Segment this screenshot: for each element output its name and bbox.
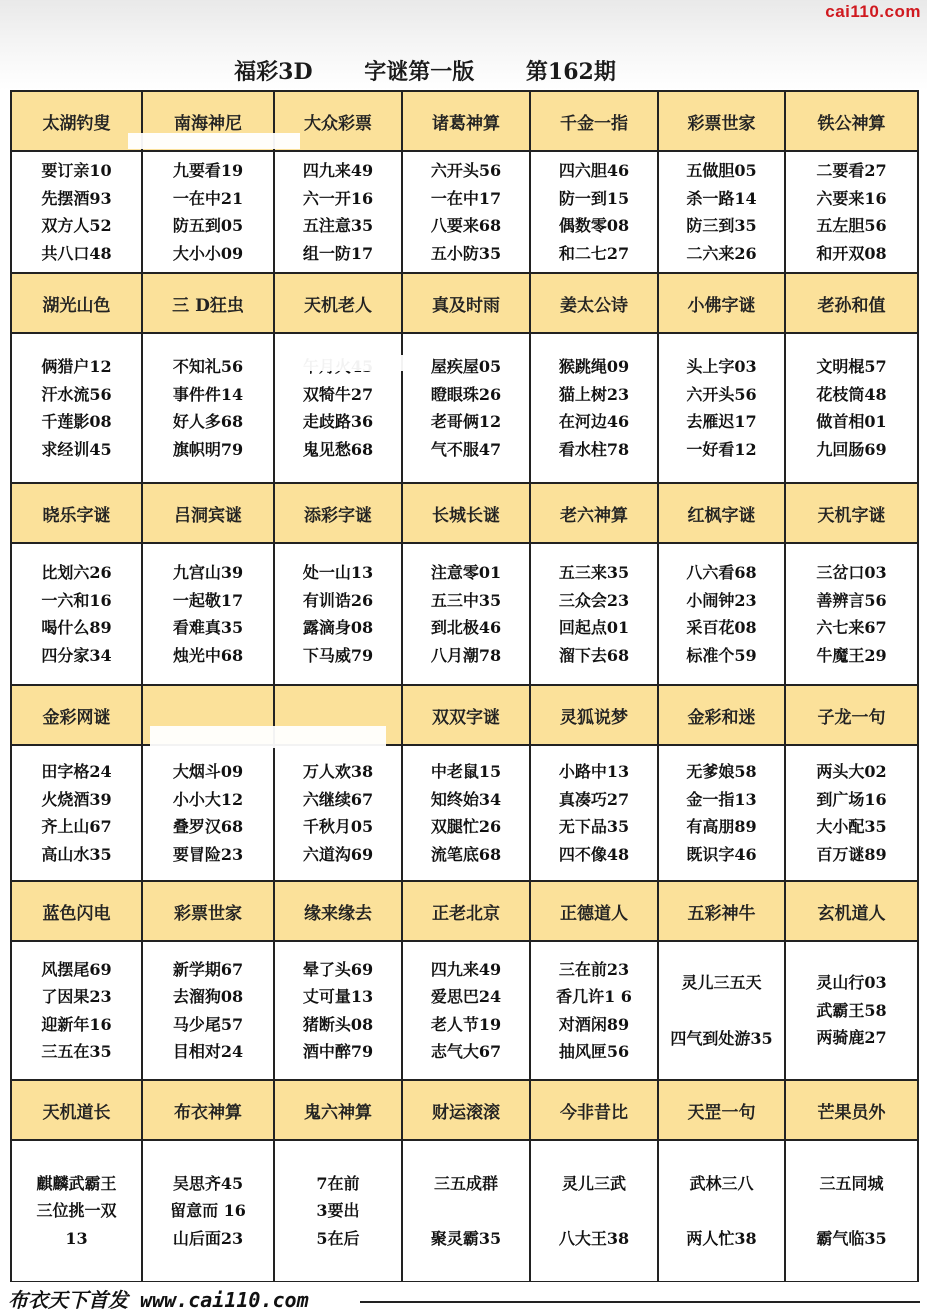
- column-header: 大众彩票: [274, 91, 402, 151]
- column-header: 三 D狂虫: [142, 273, 274, 333]
- riddle-line: 两头大02: [816, 762, 887, 781]
- riddle-line: 迎新年16: [41, 1014, 112, 1034]
- column-header: 老六神算: [530, 483, 658, 543]
- column-header: 今非昔比: [530, 1080, 658, 1140]
- column-header: 五彩神牛: [658, 881, 785, 941]
- column-header: 长城长谜: [402, 483, 530, 543]
- riddle-line: 老哥俩12: [430, 412, 502, 431]
- riddle-line: 万人欢38: [302, 762, 374, 781]
- riddle-line: 三位挑一双: [36, 1201, 117, 1221]
- riddle-line: 看难真35: [172, 618, 244, 637]
- riddle-line: 气不服47: [430, 439, 502, 459]
- footer-rule: [360, 1301, 920, 1303]
- riddle-line: 防三到35: [686, 216, 757, 235]
- riddle-row: [11, 333, 918, 483]
- riddle-line: 山后面23: [172, 1228, 244, 1248]
- riddle-line: 武林三八: [689, 1173, 754, 1193]
- riddle-line: 不知礼56: [172, 357, 244, 376]
- riddle-line: 善辨言56: [816, 590, 887, 610]
- column-header: 太湖钓叟: [11, 91, 142, 151]
- riddle-cell: [11, 543, 142, 685]
- riddle-line: 要订亲10: [41, 161, 112, 180]
- riddle-line: 和二七27: [558, 243, 630, 263]
- column-header: 真及时雨: [402, 273, 530, 333]
- riddle-line: 一在中17: [430, 188, 502, 208]
- riddle-line: 两骑鹿27: [816, 1028, 887, 1048]
- column-header: 玄机道人: [785, 881, 918, 941]
- riddle-cell: [658, 1140, 785, 1282]
- riddle-cell: [530, 333, 658, 483]
- riddle-line: 和开双08: [816, 243, 887, 263]
- riddle-cell: [658, 333, 785, 483]
- riddle-line: 四不像48: [558, 844, 630, 864]
- riddle-line: 无爹娘58: [686, 762, 757, 781]
- footer-text: 布衣天下首发 www.cai110.com: [8, 1288, 309, 1312]
- column-header: 千金一指: [530, 91, 658, 151]
- riddle-cell: [785, 543, 918, 685]
- riddle-line: 五做胆05: [686, 161, 757, 180]
- title-brand: 福彩3D: [234, 59, 313, 85]
- riddle-line: 下马威79: [302, 645, 374, 665]
- column-header: 正德道人: [530, 881, 658, 941]
- riddle-line: 叠罗汉68: [172, 817, 244, 836]
- riddle-cell: [402, 151, 530, 273]
- riddle-cell: [142, 941, 274, 1080]
- column-header: 缘来缘去: [274, 881, 402, 941]
- riddle-cell: [142, 333, 274, 483]
- riddle-cell: [11, 745, 142, 881]
- column-header: 彩票世家: [658, 91, 785, 151]
- riddle-line: 千莲影08: [41, 412, 112, 431]
- riddle-cell: [530, 941, 658, 1080]
- column-header: 金彩和迷: [658, 685, 785, 745]
- column-header: 姜太公诗: [530, 273, 658, 333]
- riddle-line: 目相对24: [172, 1042, 244, 1061]
- riddle-line: 瞪眼珠26: [430, 384, 502, 404]
- riddle-line: 新学期67: [172, 959, 244, 979]
- riddle-line: 大小配35: [816, 817, 887, 836]
- riddle-line: 回起点01: [558, 618, 630, 637]
- riddle-line: 流笔底68: [430, 844, 502, 864]
- riddle-line: 先摆酒93: [41, 188, 112, 208]
- riddle-line: 六七来67: [816, 618, 887, 637]
- riddle-line: 二六来26: [686, 243, 757, 263]
- riddle-line: 老人节19: [430, 1014, 502, 1034]
- riddle-line: 抽风匣56: [558, 1042, 630, 1061]
- title-issue: 第162期: [525, 59, 616, 85]
- riddle-line: 百万谜89: [816, 844, 887, 864]
- riddle-line: 二要看27: [816, 161, 887, 180]
- column-header: 天机道长: [11, 1080, 142, 1140]
- riddle-cell: [11, 1140, 142, 1282]
- riddle-row: [11, 151, 918, 273]
- page-title: [0, 55, 850, 86]
- header-row: [11, 881, 918, 941]
- riddle-line: 三在前23: [558, 959, 630, 979]
- column-header: 财运滚滚: [402, 1080, 530, 1140]
- header-row: [11, 273, 918, 333]
- riddle-cell: [402, 941, 530, 1080]
- redaction-patch: [150, 726, 386, 748]
- riddle-line: 马少尾57: [172, 1014, 244, 1034]
- riddle-line: 对酒闲89: [558, 1014, 630, 1034]
- riddle-cell: [530, 151, 658, 273]
- riddle-line: 大烟斗09: [172, 762, 244, 781]
- riddle-line: 酒中醉79: [302, 1042, 374, 1061]
- riddle-cell: [274, 941, 402, 1080]
- riddle-line: 金一指13: [686, 789, 757, 809]
- riddle-line: 处一山13: [302, 563, 374, 582]
- riddle-line: 八大王38: [558, 1229, 630, 1248]
- column-header: 金彩网谜: [11, 685, 142, 745]
- riddle-line: 一起敬17: [172, 590, 244, 610]
- riddle-line: 在河边46: [558, 412, 630, 431]
- riddle-line: 三岔口03: [816, 563, 887, 582]
- riddle-line: 八六看68: [686, 563, 757, 582]
- riddle-line: 俩猎户12: [41, 357, 112, 376]
- riddle-line: 三五同城: [819, 1173, 884, 1193]
- riddle-row: [11, 745, 918, 881]
- title-edition: 字谜第一版: [364, 59, 475, 85]
- riddle-line: 到北极46: [430, 618, 502, 637]
- riddle-line: 文明棍57: [816, 357, 887, 376]
- riddle-line: 杀一路14: [686, 188, 757, 208]
- riddle-line: 求经训45: [41, 439, 112, 459]
- riddle-line: 要冒险23: [172, 844, 244, 864]
- riddle-line: 看水柱78: [558, 439, 630, 459]
- riddle-line: 无下品35: [558, 817, 630, 836]
- riddle-cell: [402, 745, 530, 881]
- riddle-line: 组一防17: [302, 243, 374, 263]
- riddle-line: 一好看12: [686, 439, 757, 459]
- riddle-line: 六开头56: [686, 384, 757, 404]
- riddle-line: 防五到05: [172, 216, 244, 235]
- riddle-line: 五三来35: [558, 563, 630, 582]
- riddle-cell: [11, 151, 142, 273]
- riddle-cell: [274, 151, 402, 273]
- riddle-line: 去雁迟17: [686, 412, 757, 431]
- riddle-line: 爱思巴24: [430, 987, 502, 1006]
- riddle-cell: [402, 333, 530, 483]
- riddle-line: 田字格24: [41, 762, 112, 781]
- riddle-line: 五左胆56: [816, 216, 887, 235]
- column-header: 添彩字谜: [274, 483, 402, 543]
- riddle-line: 5在后: [316, 1228, 360, 1248]
- riddle-line: 露滴身08: [302, 618, 374, 637]
- riddle-line: 鬼见愁68: [302, 439, 374, 459]
- riddle-line: 一在中21: [172, 188, 244, 208]
- riddle-line: 灵山行03: [816, 973, 887, 993]
- riddle-line: 两人忙38: [686, 1229, 757, 1248]
- riddle-line: 共八口48: [41, 243, 112, 263]
- riddle-line: 采百花08: [686, 618, 757, 637]
- riddle-line: 四九来49: [430, 959, 502, 979]
- riddle-line: 志气大67: [430, 1042, 502, 1061]
- riddle-cell: [658, 543, 785, 685]
- column-header: 天机字谜: [785, 483, 918, 543]
- riddle-line: 头上字03: [686, 357, 757, 376]
- riddle-row: [11, 1140, 918, 1282]
- riddle-line: 小路中13: [558, 762, 630, 781]
- riddle-row: [11, 941, 918, 1080]
- riddle-line: 八要来68: [430, 216, 502, 235]
- riddle-line: 偶数零08: [558, 216, 630, 235]
- riddle-line: 7在前: [316, 1173, 360, 1193]
- riddle-line: 标准个59: [686, 645, 757, 665]
- column-header: 晓乐字谜: [11, 483, 142, 543]
- riddle-line: 聚灵霸35: [430, 1229, 502, 1248]
- column-header: 灵狐说梦: [530, 685, 658, 745]
- riddle-line: 五三中35: [430, 590, 502, 610]
- riddle-line: 六道沟69: [302, 844, 374, 864]
- column-header: 蓝色闪电: [11, 881, 142, 941]
- riddle-line: 到广场16: [816, 789, 887, 809]
- riddle-line: 溜下去68: [558, 645, 630, 665]
- column-header: 铁公神算: [785, 91, 918, 151]
- riddle-line: 喝什么89: [41, 618, 112, 637]
- riddle-line: 旗帜明79: [172, 439, 244, 459]
- header-row: [11, 685, 918, 745]
- riddle-line: 四九来49: [302, 161, 374, 180]
- riddle-cell: [142, 745, 274, 881]
- riddle-line: 四六胆46: [558, 161, 630, 180]
- riddle-line: 双犄牛27: [302, 384, 374, 404]
- riddle-line: 注意零01: [430, 563, 502, 582]
- riddle-line: 风摆尾69: [41, 959, 112, 979]
- riddle-cell: [530, 543, 658, 685]
- riddle-line: 事件件14: [172, 384, 244, 404]
- riddle-line: 双方人52: [41, 216, 112, 235]
- riddle-line: 齐上山67: [41, 817, 112, 836]
- riddle-line: 知终始34: [430, 789, 502, 809]
- riddle-line: 有高朋89: [686, 817, 757, 836]
- riddle-line: 好人多68: [172, 412, 244, 431]
- riddle-line: 牛魔王29: [816, 645, 887, 665]
- riddle-cell: [785, 151, 918, 273]
- riddle-cell: [142, 151, 274, 273]
- riddle-line: 九宫山39: [172, 563, 244, 582]
- column-header: 子龙一句: [785, 685, 918, 745]
- column-header: 吕洞宾谜: [142, 483, 274, 543]
- riddle-line: 比划六26: [41, 563, 112, 582]
- riddle-table: [10, 90, 919, 1283]
- riddle-line: 六开头56: [430, 161, 502, 180]
- riddle-line: 武霸王58: [816, 1000, 887, 1020]
- riddle-line: 小闹钟23: [686, 590, 757, 610]
- riddle-cell: [274, 543, 402, 685]
- riddle-cell: [142, 543, 274, 685]
- riddle-cell: [785, 333, 918, 483]
- column-header: 红枫字谜: [658, 483, 785, 543]
- column-header: 老孙和值: [785, 273, 918, 333]
- riddle-row: [11, 543, 918, 685]
- riddle-line: 去溜狗08: [172, 987, 244, 1006]
- riddle-cell: [658, 745, 785, 881]
- riddle-cell: [274, 745, 402, 881]
- footer-bar: [0, 1282, 927, 1310]
- riddle-line: 六一开16: [302, 188, 374, 208]
- riddle-cell: [142, 1140, 274, 1282]
- riddle-cell: [11, 333, 142, 483]
- riddle-cell: [402, 1140, 530, 1282]
- riddle-line: 四分家34: [41, 645, 112, 665]
- riddle-line: 一六和16: [41, 590, 112, 610]
- riddle-line: 火烧酒39: [41, 789, 112, 809]
- riddle-line: 中老鼠15: [430, 762, 502, 781]
- riddle-cell: [658, 151, 785, 273]
- riddle-line: 高山水35: [41, 844, 112, 864]
- column-header: 天机老人: [274, 273, 402, 333]
- riddle-line: 留意而 16: [170, 1201, 246, 1221]
- column-header: 小佛字谜: [658, 273, 785, 333]
- riddle-line: 九回肠69: [816, 439, 887, 459]
- riddle-line: 麒麟武霸王: [36, 1173, 117, 1193]
- riddle-line: 九要看19: [172, 161, 244, 180]
- riddle-line: 做首相01: [816, 412, 887, 431]
- column-header: 彩票世家: [142, 881, 274, 941]
- riddle-line: 三五成群: [433, 1173, 498, 1193]
- riddle-line: 小小大12: [172, 789, 244, 809]
- column-header: 正老北京: [402, 881, 530, 941]
- header-row: [11, 1080, 918, 1140]
- redaction-patch: [128, 133, 300, 149]
- column-header: 鬼六神算: [274, 1080, 402, 1140]
- riddle-cell: [402, 543, 530, 685]
- riddle-line: 汗水流56: [41, 384, 112, 404]
- riddle-cell: [530, 1140, 658, 1282]
- column-header: 天罡一句: [658, 1080, 785, 1140]
- column-header: 双双字谜: [402, 685, 530, 745]
- riddle-line: 13: [65, 1228, 88, 1248]
- header-row: [11, 483, 918, 543]
- riddle-line: 三五在35: [41, 1042, 112, 1061]
- riddle-line: 既识字46: [686, 844, 757, 864]
- riddle-line: 防一到15: [558, 188, 630, 208]
- column-header: 布衣神算: [142, 1080, 274, 1140]
- riddle-line: 走歧路36: [302, 412, 374, 431]
- riddle-line: 六要来16: [816, 188, 887, 208]
- riddle-line: 霸气临35: [816, 1229, 887, 1248]
- riddle-line: 丈可量13: [302, 987, 374, 1006]
- riddle-line: 猪断头08: [302, 1014, 374, 1034]
- riddle-line: 香几许1 6: [556, 987, 632, 1006]
- riddle-line: 猫上树23: [558, 384, 630, 404]
- column-header: 诸葛神算: [402, 91, 530, 151]
- riddle-line: 了因果23: [41, 987, 112, 1006]
- riddle-line: 大小小09: [172, 243, 244, 263]
- column-header: 湖光山色: [11, 273, 142, 333]
- column-header: 南海神尼: [142, 91, 274, 151]
- riddle-cell: [785, 1140, 918, 1282]
- riddle-line: 三众会23: [558, 590, 630, 610]
- riddle-cell: [785, 745, 918, 881]
- riddle-cell: [785, 941, 918, 1080]
- riddle-line: 灵儿三五天: [681, 973, 762, 992]
- redaction-patch: [275, 355, 403, 371]
- riddle-line: 真凑巧27: [558, 789, 630, 809]
- riddle-line: 有训诰26: [302, 590, 374, 610]
- riddle-line: 灵儿三武: [561, 1173, 626, 1193]
- riddle-line: 五注意35: [302, 216, 374, 235]
- riddle-line: 千秋月05: [302, 817, 374, 836]
- riddle-cell: [530, 745, 658, 881]
- riddle-line: 花枝筒48: [816, 384, 887, 404]
- riddle-cell: [658, 941, 785, 1080]
- riddle-line: 双腿忙26: [430, 817, 502, 836]
- riddle-line: 3要出: [316, 1201, 360, 1221]
- site-logo: cai110.com: [825, 2, 921, 21]
- riddle-line: 八月潮78: [430, 645, 502, 665]
- riddle-line: 吴思齐45: [172, 1173, 244, 1193]
- column-header: 芒果员外: [785, 1080, 918, 1140]
- riddle-cell: [11, 941, 142, 1080]
- riddle-line: 四气到处游35: [670, 1028, 773, 1048]
- riddle-line: 晕了头69: [302, 959, 374, 979]
- riddle-line: 六继续67: [302, 789, 374, 809]
- riddle-line: 屋疾屋05: [430, 357, 502, 376]
- riddle-line: 烛光中68: [172, 645, 244, 665]
- riddle-line: 五小防35: [430, 243, 502, 263]
- riddle-line: 猴跳绳09: [558, 357, 630, 376]
- riddle-cell: [274, 1140, 402, 1282]
